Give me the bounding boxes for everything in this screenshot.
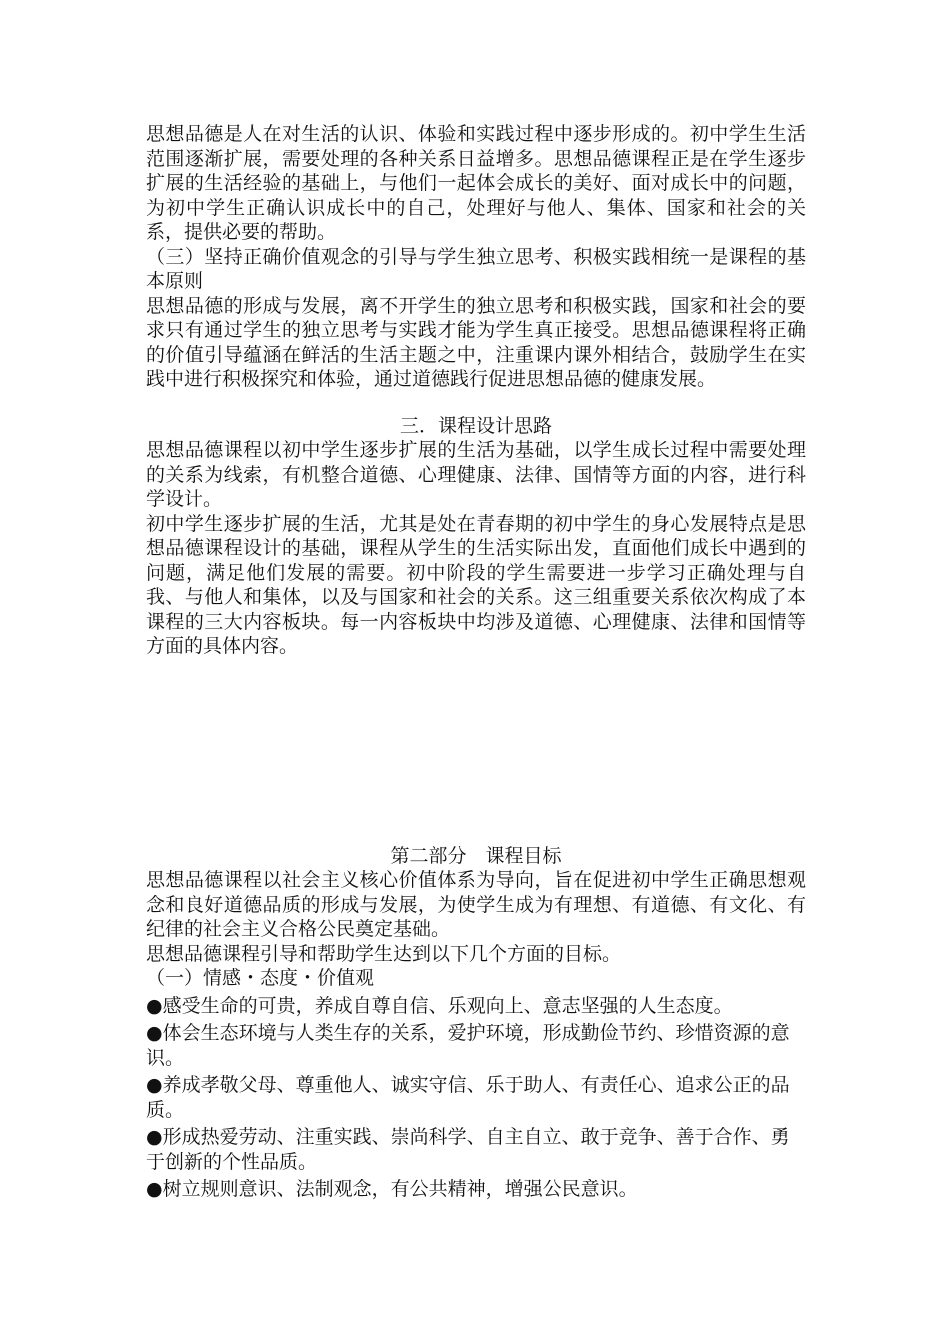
paragraph: 思想品德课程以社会主义核心价值体系为导向，旨在促进初中学生正确思想观念和良好道德品质的形成与发展，为使学生成为有理想、有道德、有文化、有纪律的社会主义合格公民奠定基础。: [146, 869, 806, 940]
bullet-item: ●形成热爱劳动、注重实践、崇尚科学、自主自立、敢于竞争、善于合作、勇于创新的个性品质。: [146, 1126, 790, 1173]
bullet-item: ●体会生态环境与人类生存的关系，爱护环境，形成勤俭节约、珍惜资源的意识。: [146, 1022, 790, 1069]
paragraph: 思想品德是人在对生活的认识、体验和实践过程中逐步形成的。初中学生生活范围逐渐扩展，需要处理的各种关系日益增多。思想品德课程正是在学生逐步扩展的生活经验的基础上，与他们一起体会成长的美好、面对成长中的问题，为初中学生正确认识成长中的自己，处理好与他人、集体、国家和社会的关系，提供必要的帮助。: [146, 123, 806, 243]
paragraph: 思想品德课程引导和帮助学生达到以下几个方面的目标。: [146, 942, 622, 965]
paragraph: 思想品德课程以初中学生逐步扩展的生活为基础，以学生成长过程中需要处理的关系为线索，有机整合道德、心理健康、法律、国情等方面的内容，进行科学设计。: [146, 439, 806, 510]
bullet-item: ●感受生命的可贵，养成自尊自信、乐观向上、意志坚强的人生态度。: [146, 994, 733, 1017]
paragraph: 初中学生逐步扩展的生活，尤其是处在青春期的初中学生的身心发展特点是思想品德课程设计的基础，课程从学生的生活实际出发，直面他们成长中遇到的问题，满足他们发展的需要。初中阶段的学生需要进一步学习正确处理与自我、与他人和集体，以及与国家和社会的关系。这三组重要关系依次构成了本课程的三大内容板块。每一内容板块中均涉及道德、心理健康、法律和国情等方面的具体内容。: [146, 512, 806, 657]
spacer: [146, 659, 806, 844]
subsection-heading: （三）坚持正确价值观念的引导与学生独立思考、积极实践相统一是课程的基本原则: [146, 245, 806, 292]
part-title: 第二部分 课程目标: [390, 844, 562, 867]
bullet-item: ●养成孝敬父母、尊重他人、诚实守信、乐于助人、有责任心、追求公正的品质。: [146, 1074, 790, 1121]
section-title: 三．课程设计思路: [399, 414, 552, 437]
document-page: [146, 122, 806, 1205]
bullet-item: ●树立规则意识、法制观念，有公共精神，增强公民意识。: [146, 1178, 638, 1200]
subsection-heading: （一）情感・态度・价值观: [146, 967, 375, 989]
paragraph: 思想品德的形成与发展，离不开学生的独立思考和积极实践，国家和社会的要求只有通过学生的独立思考与实践才能为学生真正接受。思想品德课程将正确的价值引导蕴涵在鲜活的生活主题之中，注重课内课外相结合，鼓励学生在实践中进行积极探究和体验，通过道德践行促进思想品德的健康发展。: [146, 294, 806, 390]
spacer: [146, 392, 806, 414]
